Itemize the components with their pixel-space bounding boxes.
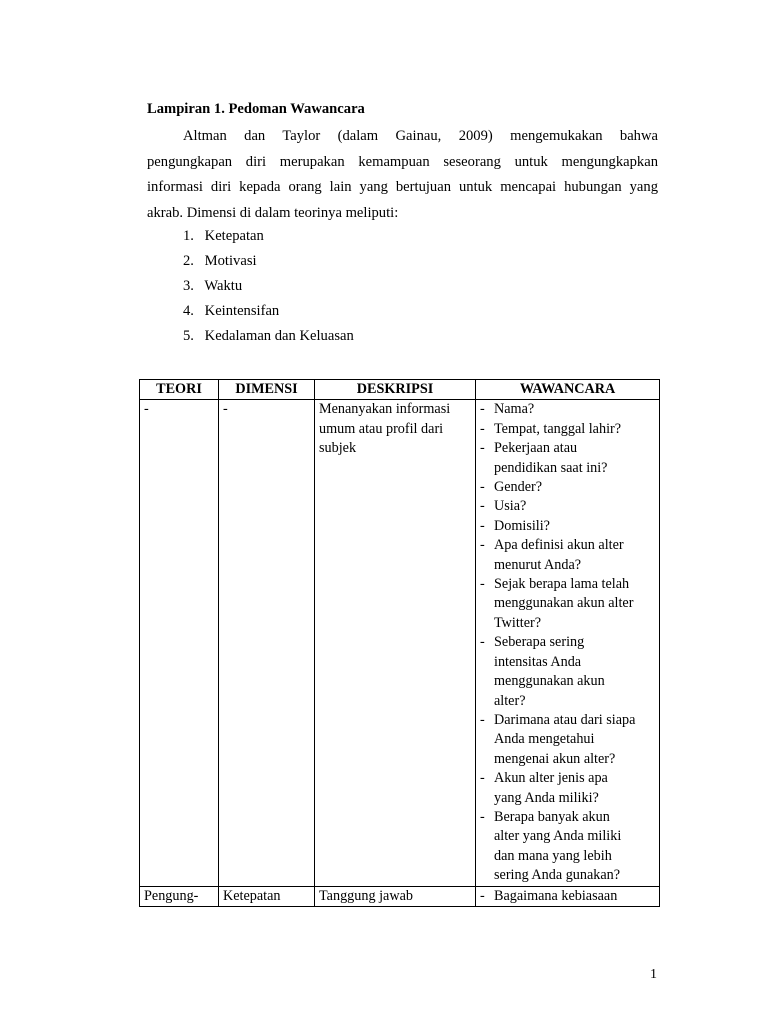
question-line: Bagaimana kebiasaan [494, 887, 618, 904]
question-line: yang Anda miliki? [494, 789, 599, 806]
deskripsi-line: Tanggung jawab [319, 887, 413, 904]
question-item [480, 420, 655, 439]
cell-wawancara [476, 886, 660, 906]
question-line: sering Anda gunakan? [494, 867, 621, 884]
question-item [480, 400, 655, 419]
question-line: mengenai akun alter? [494, 750, 616, 767]
question-line: Berapa banyak akun [494, 808, 610, 825]
bullet-dash: - [480, 537, 485, 554]
item-number: 2. [183, 253, 194, 269]
question-line: Tempat, tanggal lahir? [494, 420, 622, 437]
item-label: Kedalaman dan Keluasan [204, 328, 354, 344]
bullet-dash: - [480, 576, 485, 593]
item-label: Keintensifan [204, 303, 280, 319]
bullet-dash: - [480, 420, 485, 437]
cell-dimensi: Ketepatan [219, 886, 315, 906]
question-list [480, 887, 655, 906]
cell-dimensi: - [219, 400, 315, 886]
question-line: Twitter? [494, 614, 542, 631]
question-line: Sejak berapa lama telah [494, 576, 630, 593]
bullet-dash: - [480, 808, 485, 825]
bullet-dash: - [480, 634, 485, 651]
question-item [480, 769, 655, 808]
question-line: Gender? [494, 479, 543, 496]
question-line: Usia? [494, 498, 527, 515]
interview-guide-table [139, 379, 660, 907]
bullet-dash: - [480, 479, 485, 496]
question-item [480, 517, 655, 536]
dimension-item [183, 225, 354, 250]
question-line: menggunakan akun [494, 673, 605, 690]
deskripsi-line: subjek [319, 440, 357, 457]
question-line: Pekerjaan atau [494, 440, 578, 457]
dimension-item [183, 325, 354, 350]
bullet-dash: - [480, 401, 485, 418]
column-header-wawancara: WAWANCARA [476, 380, 660, 400]
question-line: alter? [494, 692, 526, 709]
appendix-heading: Lampiran 1. Pedoman Wawancara [147, 101, 365, 117]
question-list [480, 400, 655, 885]
item-label: Ketepatan [204, 228, 264, 244]
question-line: Anda mengetahui [494, 731, 595, 748]
paragraph-line: pengungkapan diri merupakan kemampuan seseorang untuk mengungkapkan [147, 153, 658, 170]
question-item [480, 887, 655, 906]
question-line: Nama? [494, 401, 535, 418]
question-line: menurut Anda? [494, 556, 582, 573]
question-line: Akun alter jenis apa [494, 770, 608, 787]
cell-teori: - [140, 400, 219, 886]
question-line: dan mana yang lebih [494, 847, 612, 864]
question-line: Seberapa sering [494, 634, 585, 651]
question-item [480, 808, 655, 886]
item-label: Motivasi [204, 253, 257, 269]
bullet-dash: - [480, 887, 485, 904]
table-row [140, 886, 660, 906]
question-line: Apa definisi akun alter [494, 537, 624, 554]
question-line: intensitas Anda [494, 653, 582, 670]
paragraph-line: akrab. Dimensi di dalam teorinya meliputi: [147, 204, 399, 221]
column-header-dimensi: DIMENSI [219, 380, 315, 400]
cell-deskripsi [315, 400, 476, 886]
cell-teori: Pengung- [140, 886, 219, 906]
paragraph-line: Altman dan Taylor (dalam Gainau, 2009) mengemukakan bahwa [183, 128, 658, 144]
deskripsi-line: Menanyakan informasi [319, 401, 451, 418]
question-item [480, 536, 655, 575]
table-row [140, 400, 660, 886]
bullet-dash: - [480, 440, 485, 457]
intro-paragraph [147, 124, 658, 226]
dimension-item [183, 250, 354, 275]
cell-deskripsi [315, 886, 476, 906]
bullet-dash: - [480, 711, 485, 728]
dimension-item [183, 300, 354, 325]
dimension-item [183, 275, 354, 300]
item-number: 5. [183, 328, 194, 344]
bullet-dash: - [480, 770, 485, 787]
page-number: 1 [650, 967, 657, 982]
question-item [480, 711, 655, 769]
paragraph-line: informasi diri kepada orang lain yang bertujuan untuk mencapai hubungan yang [147, 179, 658, 195]
question-line: alter yang Anda miliki [494, 828, 622, 845]
dimension-list [183, 225, 354, 350]
question-item [480, 575, 655, 633]
bullet-dash: - [480, 517, 485, 534]
item-number: 4. [183, 303, 194, 319]
item-label: Waktu [204, 278, 243, 294]
cell-wawancara [476, 400, 660, 886]
column-header-deskripsi: DESKRIPSI [315, 380, 476, 400]
question-line: Domisili? [494, 517, 550, 534]
table-body [140, 400, 660, 907]
table-header-row [140, 380, 660, 400]
question-line: Darimana atau dari siapa [494, 711, 636, 728]
deskripsi-line: umum atau profil dari [319, 420, 444, 437]
question-item [480, 633, 655, 711]
question-line: pendidikan saat ini? [494, 459, 608, 476]
bullet-dash: - [480, 498, 485, 515]
question-line: menggunakan akun alter [494, 595, 634, 612]
question-item [480, 439, 655, 478]
item-number: 3. [183, 278, 194, 294]
question-item [480, 478, 655, 497]
question-item [480, 497, 655, 516]
column-header-teori: TEORI [140, 380, 219, 400]
item-number: 1. [183, 228, 194, 244]
